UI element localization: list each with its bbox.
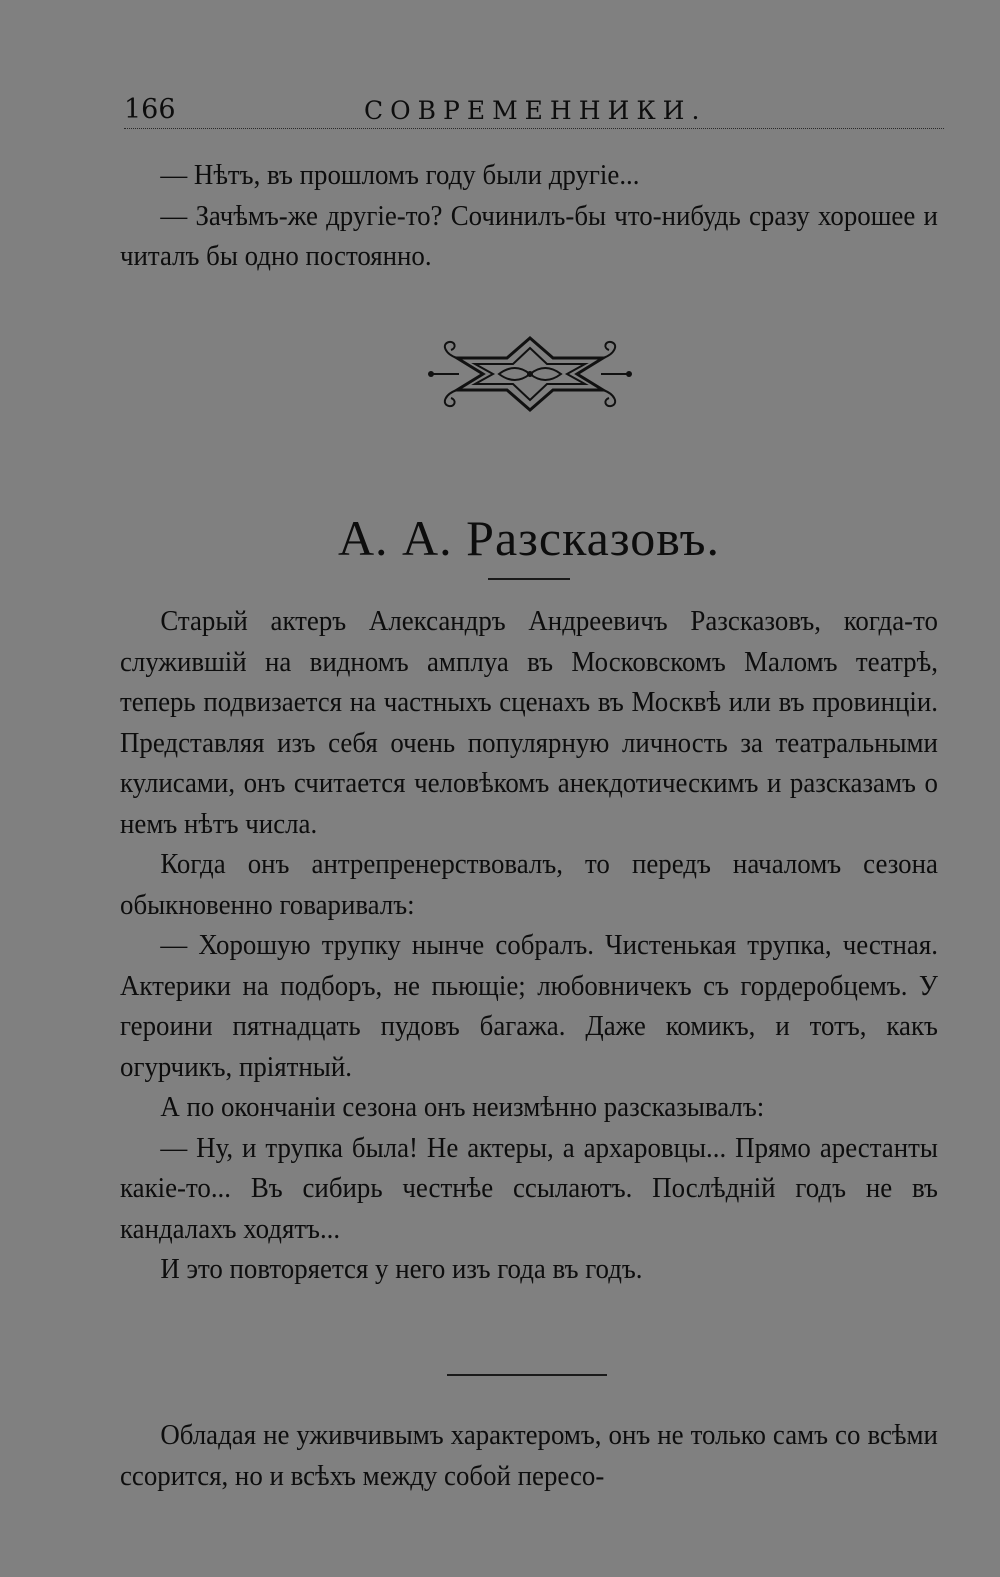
section-divider [447,1374,607,1376]
page-header [124,92,944,129]
paragraph: Старый актеръ Александръ Андреевичъ Разсказовъ, когда-то служившій на видномъ амплуа въ Московскомъ Маломъ театрѣ, теперь подвизается на частныхъ сценахъ въ Москвѣ или въ провинціи. Представляя изъ себя очень популярную личность за театральными кулисами, онъ считается человѣкомъ анекдотическимъ и разсказамъ о немъ нѣтъ числа. [120,606,938,840]
paragraph: — Зачѣмъ-же другіе-то? Сочинилъ-бы что-нибудь сразу хорошее и читалъ бы одно постоянно. [120,200,938,272]
paragraph: — Хорошую трупку нынче собралъ. Чистенькая трупка, честная. Актерики на подборъ, не пьющіе; любовничекъ съ гордеробцемъ. У героини пятнадцать пудовъ багажа. Даже комикъ, и тотъ, какъ огурчикъ, пріятный. [120,930,938,1083]
page-number: 166 [124,94,176,125]
top-text-block [120,156,938,278]
heading-underline [488,578,570,580]
bottom-text-block [120,1416,938,1497]
paragraph: — Нѣтъ, въ прошломъ году были другіе... [160,160,640,191]
section-heading: А. А. Разсказовъ. [337,510,721,566]
running-title: СОВРЕМЕННИКИ. [364,96,707,125]
paragraph: И это повторяется у него изъ года въ годъ. [160,1254,643,1285]
main-text-block [120,602,938,1291]
decorative-ornament [425,332,635,416]
paragraph: Когда онъ антрепренерствовалъ, то передъ началомъ сезона обыкновенно говаривалъ: [120,849,938,921]
paragraph: Обладая не уживчивымъ характеромъ, онъ не только самъ со всѣми ссорится, но и всѣхъ между собой пересо- [120,1420,938,1492]
paragraph: А по окончаніи сезона онъ неизмѣнно разсказывалъ: [160,1092,765,1123]
paragraph: — Ну, и трупка была! Не актеры, а архаровцы... Прямо арестанты какіе-то... Въ сибирь честнѣе ссылаютъ. Послѣдній годъ не въ кандалахъ ходятъ... [120,1132,938,1245]
